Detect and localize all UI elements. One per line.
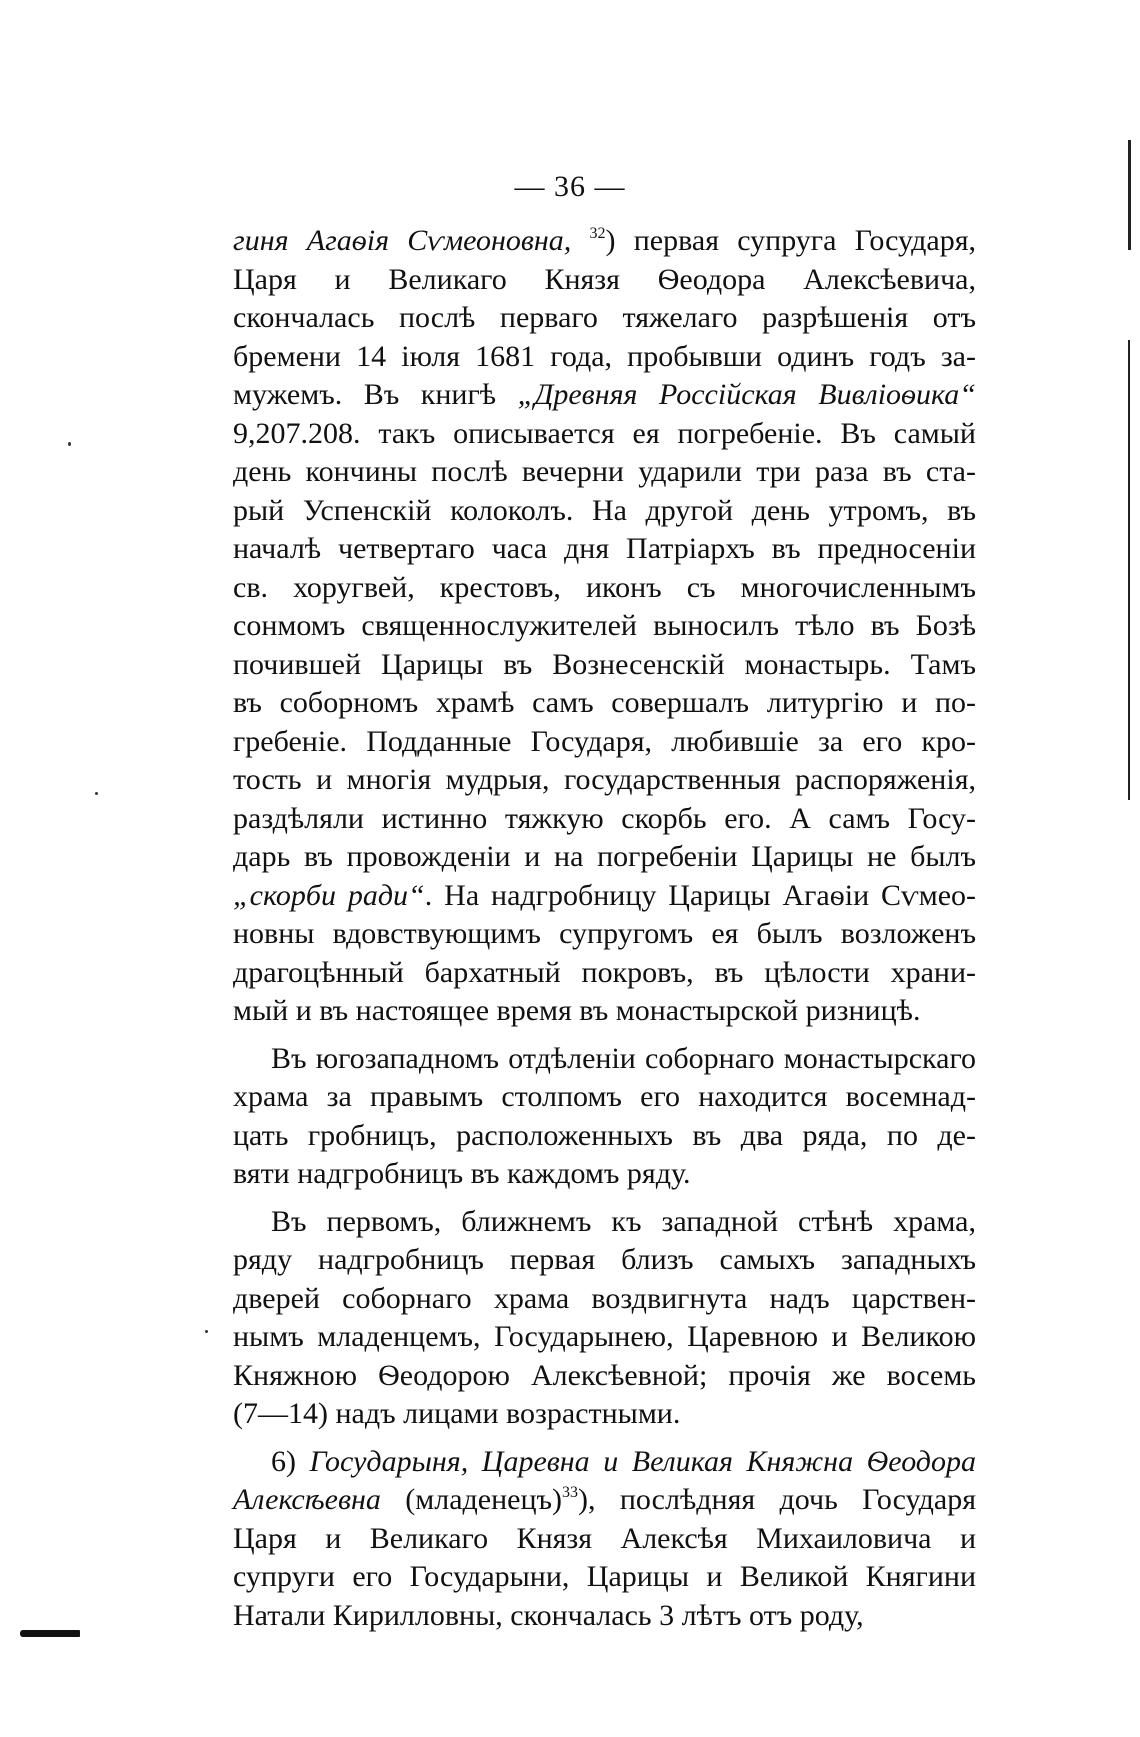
text-line: вяти надгробницъ въ каждомъ ряду. bbox=[233, 1157, 691, 1190]
text-line: новны вдовствующимъ супругомъ ея былъ возложенъ bbox=[233, 917, 976, 950]
text-line bbox=[233, 1443, 976, 1482]
text-line: дарь въ провожденіи и на погребеніи Царицы не былъ bbox=[233, 840, 976, 873]
scan-dash-mark bbox=[20, 1630, 80, 1637]
text-line: бремени 14 іюля 1681 года, пробывши одинъ годъ за- bbox=[233, 339, 976, 373]
body-text bbox=[233, 222, 976, 1635]
text-line: Царя и Великаго Князя Алексѣя Михаиловича и bbox=[233, 1521, 976, 1555]
text-line bbox=[233, 877, 976, 916]
text-line: св. хоругвей, крестовъ, иконъ съ многочисленнымъ bbox=[233, 570, 976, 604]
text-line: цать гробницъ, расположенныхъ въ два ряда, по де- bbox=[233, 1118, 976, 1152]
text-line bbox=[233, 376, 976, 415]
text-segment: (младенецъ) bbox=[380, 1483, 563, 1516]
text-line: скончалась послѣ перваго тяжелаго разрѣшенія отъ bbox=[233, 301, 976, 334]
scan-speck bbox=[68, 442, 71, 446]
text-line: супруги его Государыни, Царицы и Великой Княгини bbox=[233, 1560, 976, 1593]
text-segment: 6) bbox=[271, 1444, 310, 1478]
paragraph-gap bbox=[233, 1434, 976, 1443]
text-segment: ), послѣдняя дочь Государя bbox=[578, 1483, 976, 1516]
paragraph-gap bbox=[233, 1031, 976, 1040]
italic-text: гиня Агаѳія Сѵмеоновна, bbox=[233, 224, 590, 257]
text-line: началѣ четвертаго часа дня Патріархъ въ предносеніи bbox=[233, 532, 976, 565]
scan-speck bbox=[205, 1330, 208, 1333]
text-line: рый Успенскій колоколъ. На другой день утромъ, въ bbox=[233, 493, 976, 527]
text-line: Княжною Ѳеодорою Алексѣевной; прочія же восемь bbox=[233, 1358, 976, 1392]
text-line: тость и многія мудрыя, государственныя распоряженія, bbox=[233, 763, 976, 796]
footnote-ref: 32 bbox=[589, 225, 606, 242]
paragraph bbox=[233, 1443, 976, 1636]
text-line: Царя и Великаго Князя Ѳеодора Алексѣевича, bbox=[233, 262, 976, 296]
page-number: — 36 — bbox=[514, 170, 626, 203]
text-line: дверей соборнаго храма воздвигнута надъ царствен- bbox=[233, 1281, 976, 1315]
italic-text: Алексѣевна bbox=[233, 1483, 381, 1516]
text-line: драгоцѣнный бархатный покровъ, въ цѣлости храни- bbox=[233, 955, 976, 989]
italic-text: „Древняя Россійская Вивліоѳика“ bbox=[517, 378, 976, 411]
text-line: почившей Царицы въ Вознесенскій монастырь. Тамъ bbox=[233, 647, 976, 681]
paragraph bbox=[233, 1040, 976, 1194]
text-line: 9,207.208. такъ описывается ея погребеніе. Въ самый bbox=[233, 416, 976, 450]
scan-speck bbox=[95, 792, 98, 795]
text-line: въ соборномъ храмѣ самъ совершалъ литургію и по- bbox=[233, 686, 976, 719]
paragraph bbox=[233, 1203, 976, 1434]
footnote-ref: 33 bbox=[562, 1484, 579, 1501]
text-line: (7—14) надъ лицами возрастными. bbox=[233, 1397, 681, 1430]
text-line: нымъ младенцемъ, Государынею, Царевною и Великою bbox=[233, 1320, 976, 1353]
text-line: храма за правымъ столпомъ его находится восемнад- bbox=[233, 1080, 976, 1113]
text-line: раздѣляли истинно тяжкую скорбь его. А самъ Госу- bbox=[233, 801, 976, 835]
text-line: Натали Кирилловны, скончалась 3 лѣтъ отъ роду, bbox=[233, 1598, 864, 1632]
text-line: сонмомъ священнослужителей выносилъ тѣло въ Бозѣ bbox=[233, 609, 976, 642]
text-line bbox=[233, 1481, 976, 1520]
text-segment: мужемъ. Въ книгѣ bbox=[233, 378, 518, 411]
scan-edge-line bbox=[1128, 340, 1130, 800]
italic-text: Государыня, Царевна и Великая Княжна Ѳеодора bbox=[309, 1444, 976, 1478]
text-line: ряду надгробницъ первая близъ самыхъ западныхъ bbox=[233, 1243, 976, 1276]
scan-edge-line bbox=[1128, 140, 1131, 250]
text-line bbox=[233, 222, 976, 261]
text-line: мый и въ настоящее время въ монастырской ризницѣ. bbox=[233, 994, 921, 1027]
paragraph bbox=[233, 222, 976, 1031]
text-segment: . На надгробницу Царицы Агаѳіи Сѵмео- bbox=[424, 878, 977, 912]
italic-text: „скорби ради“ bbox=[233, 878, 425, 912]
text-line: гребеніе. Подданные Государя, любившіе за его кро- bbox=[233, 724, 976, 758]
text-line: Въ первомъ, ближнемъ къ западной стѣнѣ храма, bbox=[271, 1204, 976, 1238]
text-line: день кончины послѣ вечерни ударили три раза въ ста- bbox=[233, 455, 976, 488]
text-segment: ) первая супруга Государя, bbox=[605, 224, 976, 257]
paragraph-gap bbox=[233, 1194, 976, 1203]
text-line: Въ югозападномъ отдѣленіи соборнаго монастырскаго bbox=[271, 1041, 976, 1075]
